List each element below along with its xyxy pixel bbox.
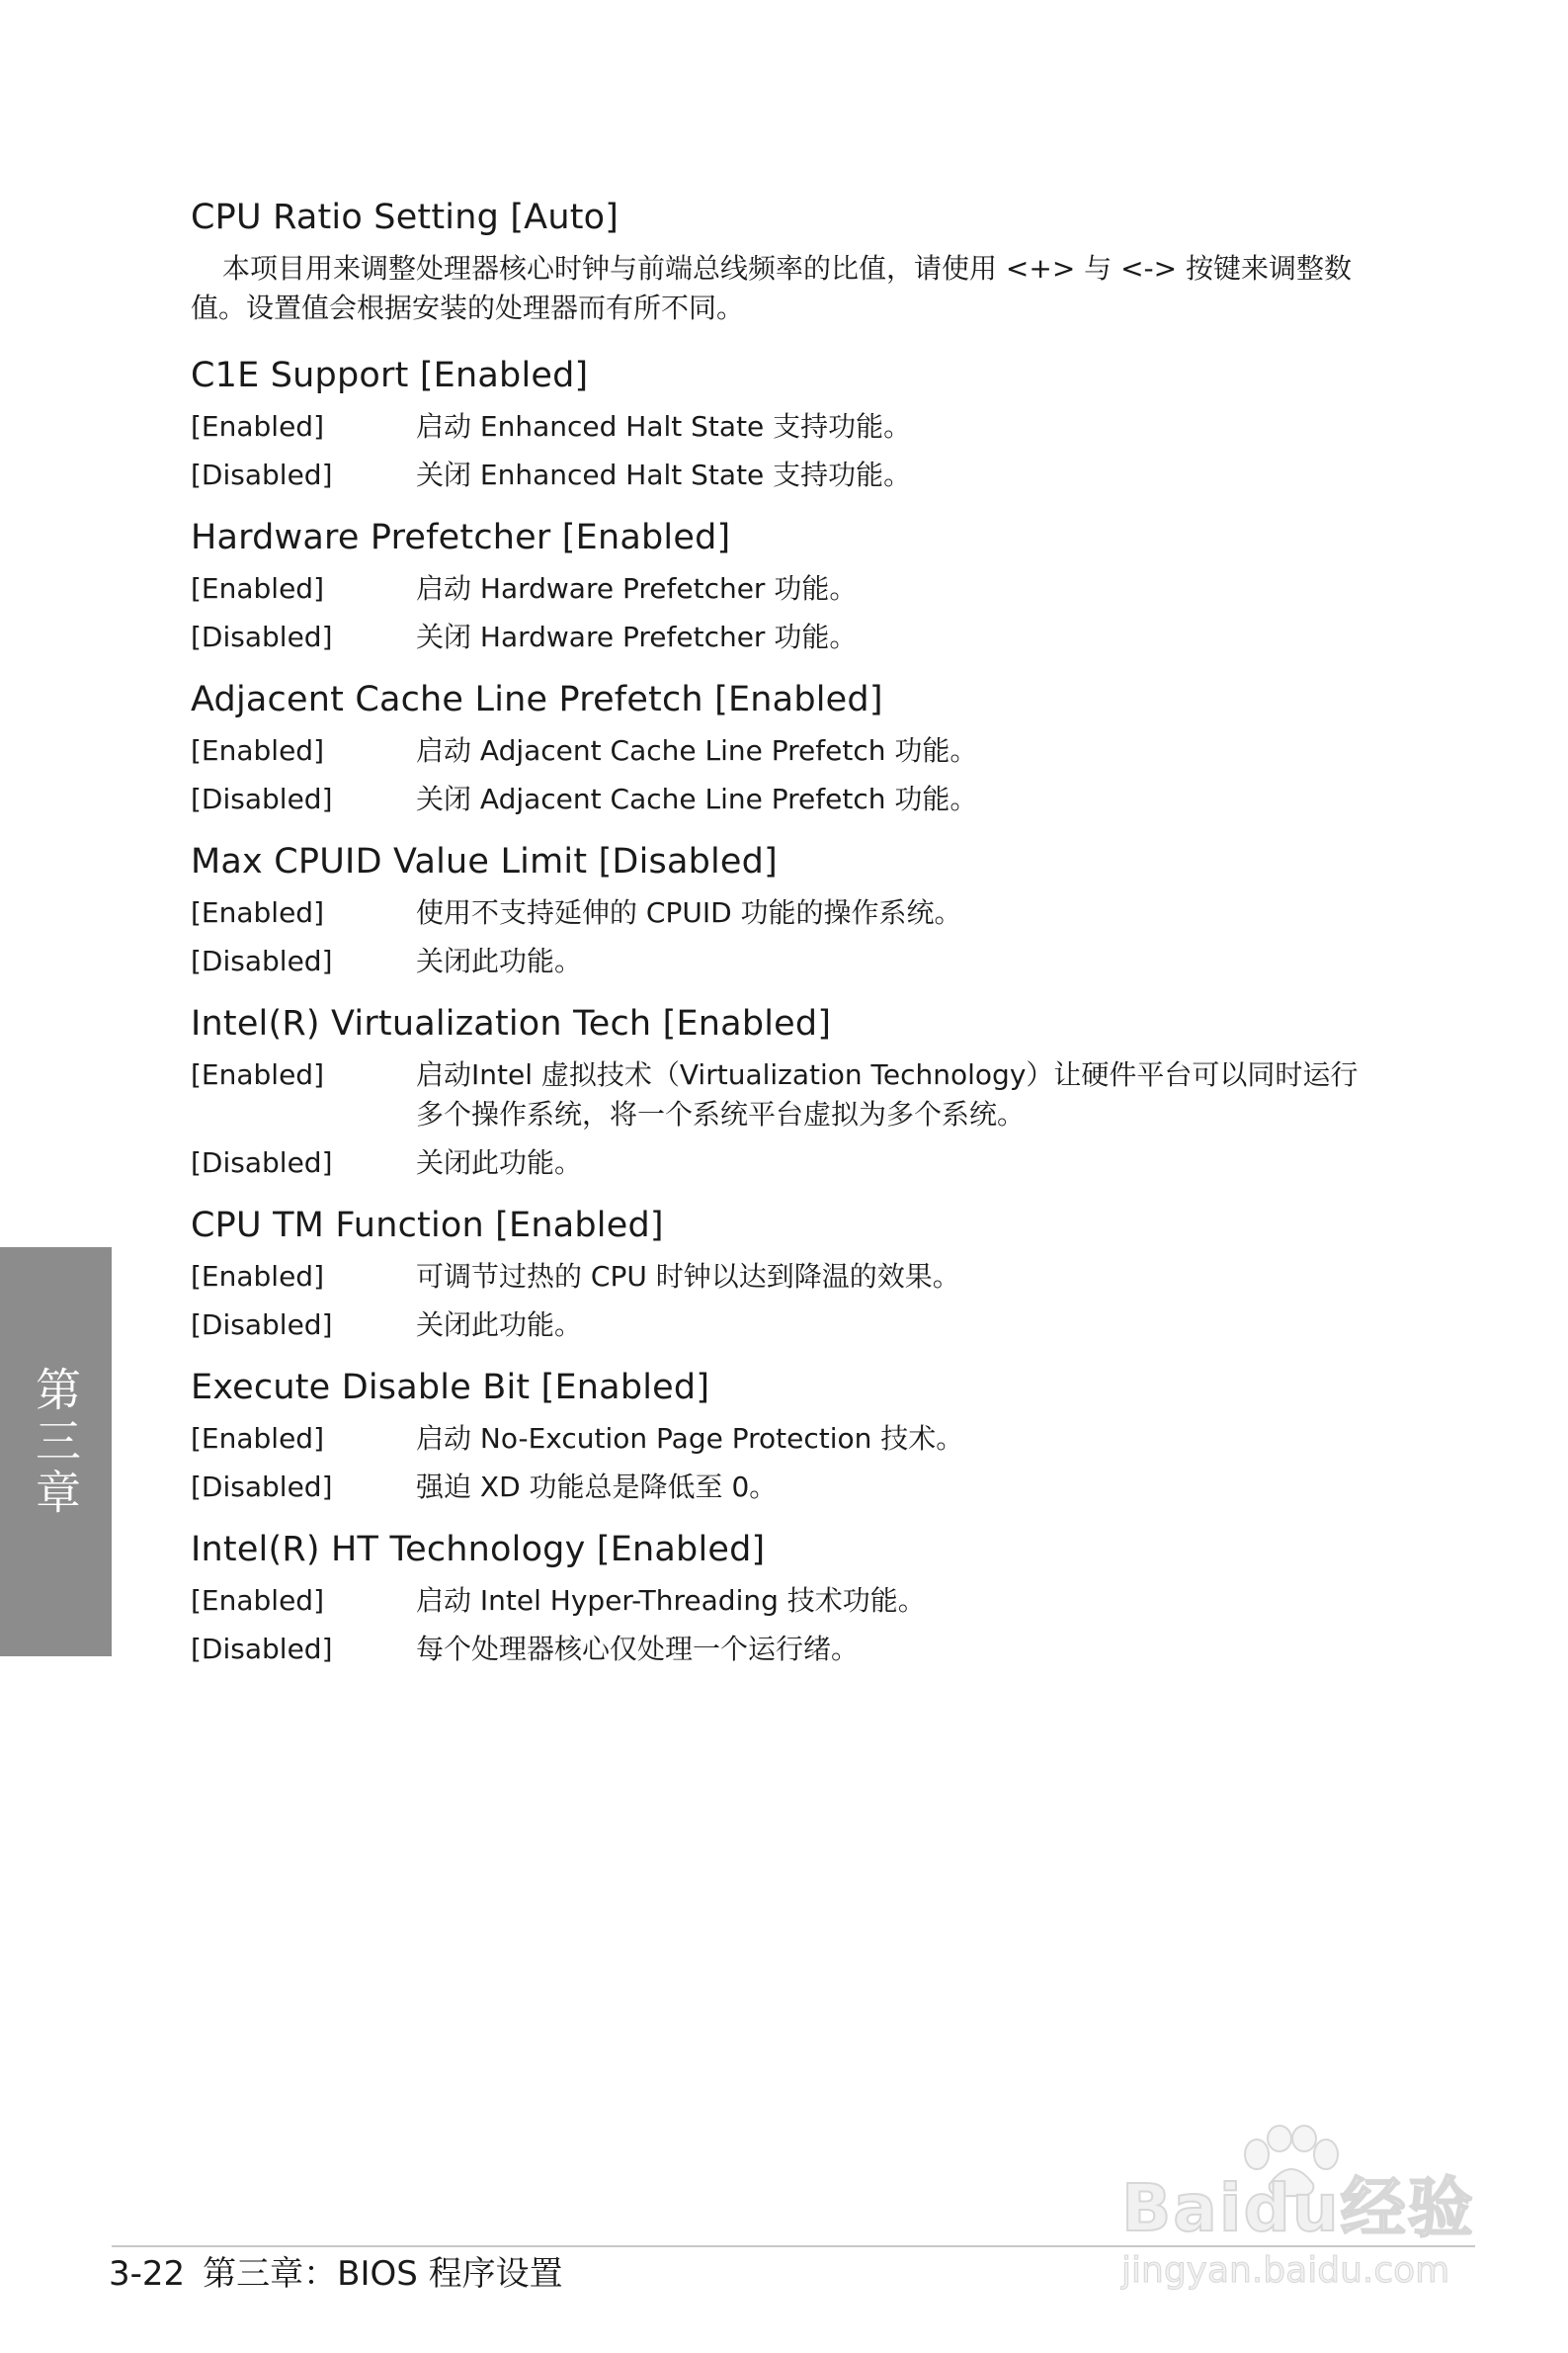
- setting-section: [191, 1000, 1376, 1202]
- option-description: 启动 Hardware Prefetcher 功能。: [416, 572, 858, 605]
- option-description: 关闭此功能。: [416, 945, 583, 977]
- option-description: 启动 Intel Hyper-Threading 技术功能。: [416, 1584, 926, 1617]
- option-value: [Enabled]: [191, 1584, 324, 1617]
- bios-settings-content: [191, 194, 1376, 1688]
- option-row: [191, 1257, 1376, 1297]
- option-row: [191, 456, 1376, 495]
- option-description: 关闭此功能。: [416, 1146, 583, 1179]
- watermark-logo: Baidu经验: [1121, 2170, 1475, 2246]
- setting-heading: Execute Disable Bit [Enabled]: [191, 1368, 710, 1407]
- setting-heading: CPU TM Function [Enabled]: [191, 1206, 664, 1245]
- option-row: [191, 1581, 1376, 1621]
- option-value: [Enabled]: [191, 1260, 324, 1293]
- option-description: 启动 Adjacent Cache Line Prefetch 功能。: [416, 734, 978, 767]
- setting-section: [191, 1364, 1376, 1526]
- setting-section: [191, 352, 1376, 514]
- option-value: [Enabled]: [191, 410, 324, 443]
- option-description: 启动Intel 虚拟技术（Virtualization Technology）让硬件平台可以同时运行多个操作系统，将一个系统平台虚拟为多个系统。: [416, 1058, 1359, 1131]
- option-value: [Disabled]: [191, 459, 333, 491]
- option-row: [191, 893, 1376, 933]
- option-row: [191, 1419, 1376, 1459]
- option-value: [Disabled]: [191, 783, 333, 815]
- chapter-side-tab: [0, 1247, 112, 1656]
- option-row: [191, 618, 1376, 657]
- chapter-side-tab-label: 第三章: [29, 1366, 82, 1520]
- page-footer: [109, 2251, 563, 2297]
- setting-heading: CPU Ratio Setting [Auto]: [191, 198, 619, 237]
- page-number: 3-22: [109, 2254, 186, 2294]
- option-description: 关闭此功能。: [416, 1308, 583, 1341]
- option-value: [Disabled]: [191, 1471, 333, 1503]
- option-value: [Enabled]: [191, 734, 324, 767]
- setting-heading: Hardware Prefetcher [Enabled]: [191, 518, 731, 557]
- option-value: [Disabled]: [191, 1308, 333, 1341]
- chapter-title: 第三章：BIOS 程序设置: [203, 2254, 563, 2294]
- setting-section: [191, 1526, 1376, 1688]
- option-row: [191, 1630, 1376, 1669]
- option-row: [191, 1468, 1376, 1507]
- baidu-watermark: [1112, 2125, 1487, 2312]
- setting-heading: Max CPUID Value Limit [Disabled]: [191, 842, 778, 882]
- option-description: 关闭 Enhanced Halt State 支持功能。: [416, 459, 912, 491]
- option-value: [Enabled]: [191, 1422, 324, 1455]
- option-row: [191, 1143, 1376, 1183]
- option-value: [Disabled]: [191, 1146, 333, 1179]
- watermark-url: jingyan.baidu.com: [1121, 2250, 1450, 2291]
- setting-description: 本项目用来调整处理器核心时钟与前端总线频率的比值，请使用 <+> 与 <-> 按键来调整数值。设置值会根据安装的处理器而有所不同。: [191, 252, 1353, 324]
- option-description: 每个处理器核心仅处理一个运行绪。: [416, 1633, 860, 1665]
- option-value: [Disabled]: [191, 945, 333, 977]
- option-row: [191, 1055, 1376, 1134]
- option-description: 可调节过热的 CPU 时钟以达到降温的效果。: [416, 1260, 960, 1293]
- option-value: [Enabled]: [191, 1058, 324, 1091]
- setting-section: [191, 194, 1376, 352]
- setting-heading: Intel(R) HT Technology [Enabled]: [191, 1530, 766, 1569]
- setting-heading: C1E Support [Enabled]: [191, 356, 589, 395]
- option-description: 启动 Enhanced Halt State 支持功能。: [416, 410, 912, 443]
- option-description: 使用不支持延伸的 CPUID 功能的操作系统。: [416, 896, 962, 929]
- option-description: 启动 No-Excution Page Protection 技术。: [416, 1422, 964, 1455]
- setting-heading: Intel(R) Virtualization Tech [Enabled]: [191, 1004, 832, 1044]
- option-description: 强迫 XD 功能总是降低至 0。: [416, 1471, 778, 1503]
- option-row: [191, 780, 1376, 819]
- setting-section: [191, 838, 1376, 1000]
- option-row: [191, 569, 1376, 609]
- option-description: 关闭 Adjacent Cache Line Prefetch 功能。: [416, 783, 978, 815]
- option-value: [Disabled]: [191, 621, 333, 653]
- option-description: 关闭 Hardware Prefetcher 功能。: [416, 621, 858, 653]
- option-row: [191, 407, 1376, 447]
- setting-heading: Adjacent Cache Line Prefetch [Enabled]: [191, 680, 883, 719]
- setting-section: [191, 514, 1376, 676]
- option-row: [191, 731, 1376, 771]
- option-value: [Disabled]: [191, 1633, 333, 1665]
- option-row: [191, 1305, 1376, 1345]
- option-value: [Enabled]: [191, 896, 324, 929]
- setting-section: [191, 1202, 1376, 1364]
- option-value: [Enabled]: [191, 572, 324, 605]
- setting-section: [191, 676, 1376, 838]
- option-row: [191, 942, 1376, 981]
